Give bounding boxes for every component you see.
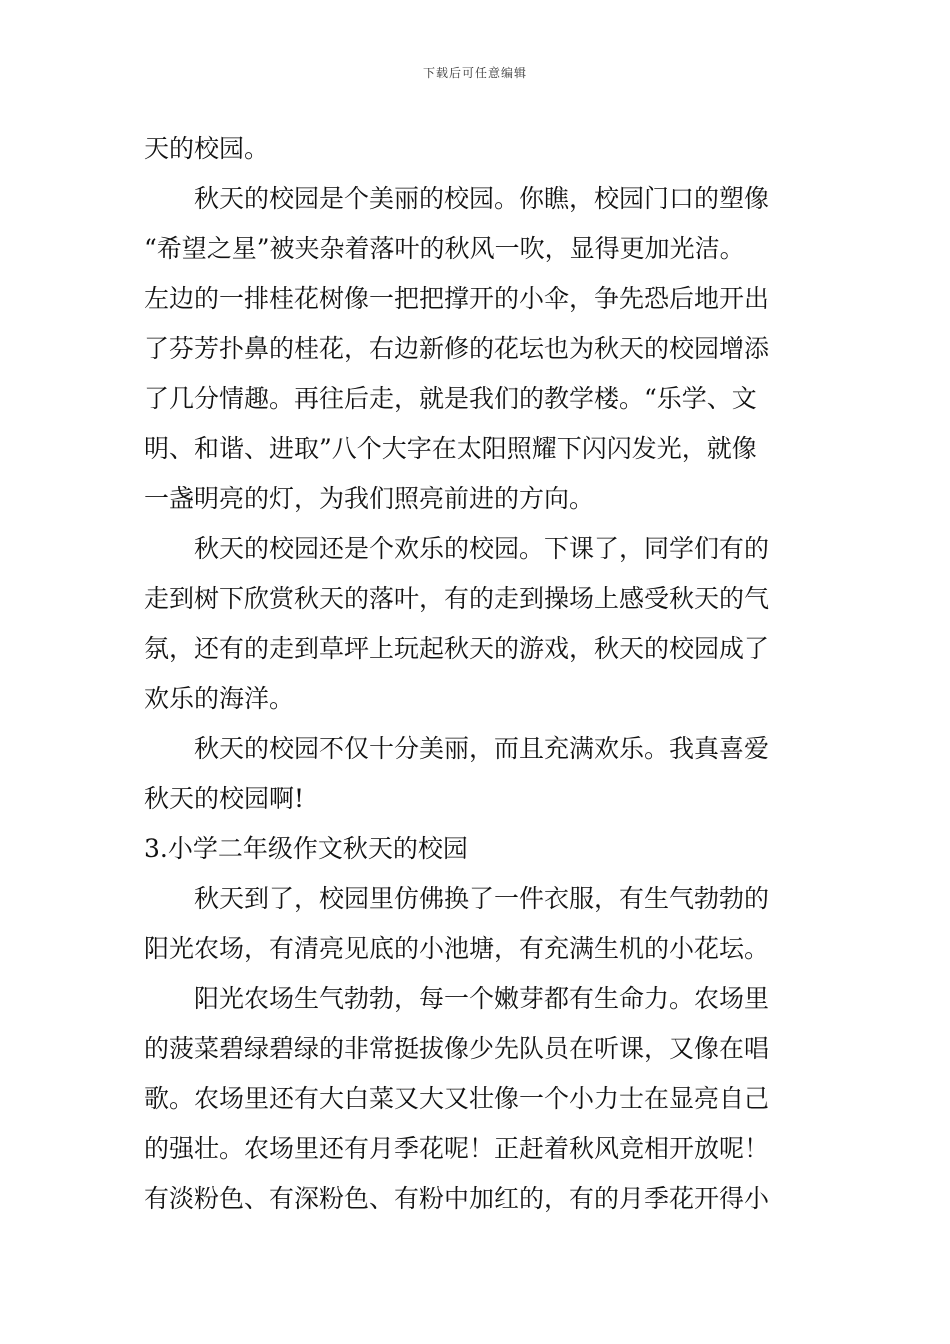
text-line: 氛，还有的走到草坪上玩起秋天的游戏，秋天的校园成了 [144,634,770,663]
text-line: 秋天的校园啊! [144,784,305,813]
text-line: 了几分情趣。再往后走，就是我们的教学楼。“乐学、文 [144,384,757,413]
text-line: 歌。农场里还有大白菜又大又壮像一个小力士在显亮自己 [144,1084,770,1113]
text-line: “希望之星”被夹杂着落叶的秋风一吹，显得更加光洁。 [144,234,745,263]
text-line: 明、和谐、进取”八个大字在太阳照耀下闪闪发光，就像 [144,434,757,463]
text-line: 的强壮。农场里还有月季花呢！正赶着秋风竞相开放呢！ [144,1134,770,1163]
text-line: 阳光农场，有清亮见底的小池塘，有充满生机的小花坛。 [144,934,770,963]
text-line: 秋天的校园是个美丽的校园。你瞧，校园门口的塑像 [194,184,770,213]
section-heading: 3.小学二年级作文秋天的校园 [144,834,468,863]
text-line: 阳光农场生气勃勃，每一个嫩芽都有生命力。农场里 [194,984,770,1013]
text-line: 走到树下欣赏秋天的落叶，有的走到操场上感受秋天的气 [144,584,770,613]
text-line: 左边的一排桂花树像一把把撑开的小伞，争先恐后地开出 [144,284,770,313]
text-line: 秋天的校园不仅十分美丽，而且充满欢乐。我真喜爱 [194,734,770,763]
text-line: 天的校园。 [144,134,270,163]
text-line: 秋天的校园还是个欢乐的校园。下课了，同学们有的 [194,534,770,563]
text-line: 秋天到了，校园里仿佛换了一件衣服，有生气勃勃的 [194,884,770,913]
text-line: 欢乐的海洋。 [144,684,295,713]
text-line: 一盏明亮的灯，为我们照亮前进的方向。 [144,484,595,513]
text-line: 有淡粉色、有深粉色、有粉中加红的，有的月季花开得小 [144,1184,770,1213]
text-line: 了芬芳扑鼻的桂花，右边新修的花坛也为秋天的校园增添 [144,334,770,363]
text-line: 的菠菜碧绿碧绿的非常挺拔像少先队员在听课，又像在唱 [144,1034,770,1063]
document-body [144,124,808,1224]
page-header: 下载后可任意编辑 [422,66,527,80]
